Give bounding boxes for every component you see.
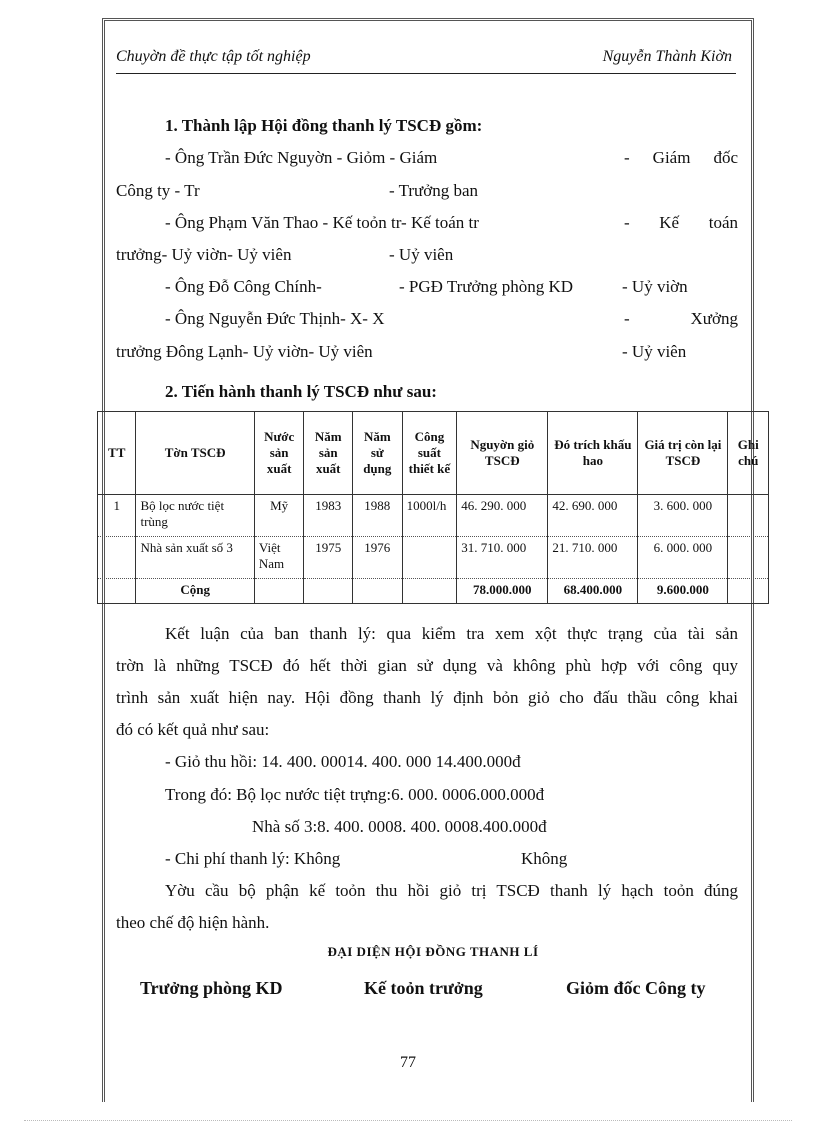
detail-line: Nhà số 3:8. 400. 0008. 400. 0008.400.000đ (252, 817, 547, 836)
member-role-line (624, 309, 738, 329)
table-cell: 46. 290. 000 (457, 495, 548, 537)
table-cell (728, 579, 769, 604)
header-left: Chuyờn đề thực tập tốt nghiệp (116, 48, 311, 65)
total-label: Cộng (136, 579, 254, 604)
total-original: 78.000.000 (457, 579, 548, 604)
member-role: - PGĐ Trưởng phòng KD (399, 277, 574, 296)
header-rule (116, 73, 736, 74)
member-role: - Xưởng (624, 309, 738, 328)
conclusion-line (116, 688, 738, 708)
bottom-border (24, 1120, 792, 1121)
table-cell: Nhà sản xuất số 3 (136, 537, 254, 579)
table-header: Năm sử dụng (353, 412, 403, 495)
cost-value: Không (521, 849, 568, 868)
table-cell (728, 537, 769, 579)
member-role: - Kế toán (624, 213, 738, 232)
table-cell: 1976 (353, 537, 403, 579)
table-row (98, 537, 769, 579)
header-right: Nguyễn Thành Kiờn (602, 48, 732, 65)
table-cell (402, 579, 457, 604)
member-line: - Ông Đỗ Công Chính- (165, 277, 322, 296)
table-cell: 1988 (353, 495, 403, 537)
member-role: - Uỷ viên (622, 342, 687, 361)
table-header: Ghi chú (728, 412, 769, 495)
signature-role-accountant: Kế toỏn trưởng (364, 978, 483, 998)
table-cell: Việt Nam (254, 537, 304, 579)
table-header: Năm sản xuất (304, 412, 353, 495)
signature-role-director: Giỏm đốc Công ty (566, 978, 706, 998)
table-header: Giá trị còn lại TSCĐ (638, 412, 728, 495)
request-line: theo chế độ hiện hành. (116, 913, 270, 932)
table-cell: Mỹ (254, 495, 304, 537)
total-remaining: 9.600.000 (638, 579, 728, 604)
table-cell: 42. 690. 000 (548, 495, 638, 537)
member-role: - Trưởng ban (389, 181, 479, 200)
table-header: Công suất thiết kế (402, 412, 457, 495)
table-cell: 3. 600. 000 (638, 495, 728, 537)
table-header-row (98, 412, 769, 495)
table-header: Nước sản xuất (254, 412, 304, 495)
member-role-line (624, 148, 738, 168)
table-cell: 6. 000. 000 (638, 537, 728, 579)
table-cell (304, 579, 353, 604)
table-cell (353, 579, 403, 604)
table-row (98, 495, 769, 537)
table-cell (402, 537, 457, 579)
table-header: TT (98, 412, 136, 495)
table-header: Đó trích khấu hao (548, 412, 638, 495)
conclusion-text: trờn là những TSCĐ đó hết thời gian sử dụng và không phù hợp với công quy (116, 656, 738, 675)
member-role: - Uỷ viờn (622, 277, 688, 296)
table-cell (98, 579, 136, 604)
table-cell: 1975 (304, 537, 353, 579)
table-cell: 1983 (304, 495, 353, 537)
member-line: - Ông Nguyễn Đức Thịnh- X- X (165, 309, 385, 328)
signature-title: ĐẠI DIỆN HỘI ĐỒNG THANH LÍ (327, 944, 539, 959)
table-cell: 31. 710. 000 (457, 537, 548, 579)
member-line: trưởng Đông Lạnh- Uỷ viờn- Uỷ viên (116, 342, 373, 361)
request-line (165, 881, 738, 901)
member-line: - Ông Phạm Văn Thao - Kế toỏn tr- Kế toán tr (165, 213, 479, 232)
member-line: Công ty - Tr (116, 181, 200, 200)
cost-line: - Chi phí thanh lý: Không (165, 849, 341, 868)
table-cell (728, 495, 769, 537)
asset-table (97, 411, 769, 604)
table-header: Nguyờn giỏ TSCĐ (457, 412, 548, 495)
signature-role-kd: Trưởng phòng KD (140, 978, 283, 998)
member-role: - Giám đốc (624, 148, 738, 167)
table-cell: 1000l/h (402, 495, 457, 537)
member-line: trưởng- Uỷ viờn- Uỷ viên (116, 245, 292, 264)
table-cell: 1 (98, 495, 136, 537)
recovery-line: - Giỏ thu hồi: 14. 400. 00014. 400. 000 14.400.000đ (165, 752, 521, 771)
section1-heading: 1. Thành lập Hội đồng thanh lý TSCĐ gồm: (165, 116, 483, 135)
table-cell (98, 537, 136, 579)
table-total-row (98, 579, 769, 604)
request-text: Yờu cầu bộ phận kế toỏn thu hồi giỏ trị TSCĐ thanh lý hạch toỏn đúng (165, 881, 738, 900)
table-cell (254, 579, 304, 604)
page-number: 77 (400, 1054, 416, 1071)
section2-heading: 2. Tiến hành thanh lý TSCĐ như sau: (165, 382, 437, 401)
conclusion-line (116, 656, 738, 676)
member-line: - Ông Trần Đức Nguyờn - Giỏm - Giám (165, 148, 438, 167)
table-cell: Bộ lọc nước tiệt trùng (136, 495, 254, 537)
member-role-line (624, 213, 738, 233)
conclusion-text: Kết luận của ban thanh lý: qua kiểm tra xem xột thực trạng của tài sản (165, 624, 738, 643)
conclusion-line: đó có kết quả như sau: (116, 720, 270, 739)
conclusion-line (165, 624, 738, 644)
conclusion-text: trình sản xuất hiện nay. Hội đồng thanh lý định bỏn giỏ cho đấu thầu công khai (116, 688, 738, 707)
table-cell: 21. 710. 000 (548, 537, 638, 579)
table-header: Tờn TSCĐ (136, 412, 254, 495)
total-depreciation: 68.400.000 (548, 579, 638, 604)
member-role: - Uỷ viên (389, 245, 454, 264)
detail-line: Trong đó: Bộ lọc nước tiệt trựng:6. 000. 0006.000.000đ (165, 785, 545, 804)
